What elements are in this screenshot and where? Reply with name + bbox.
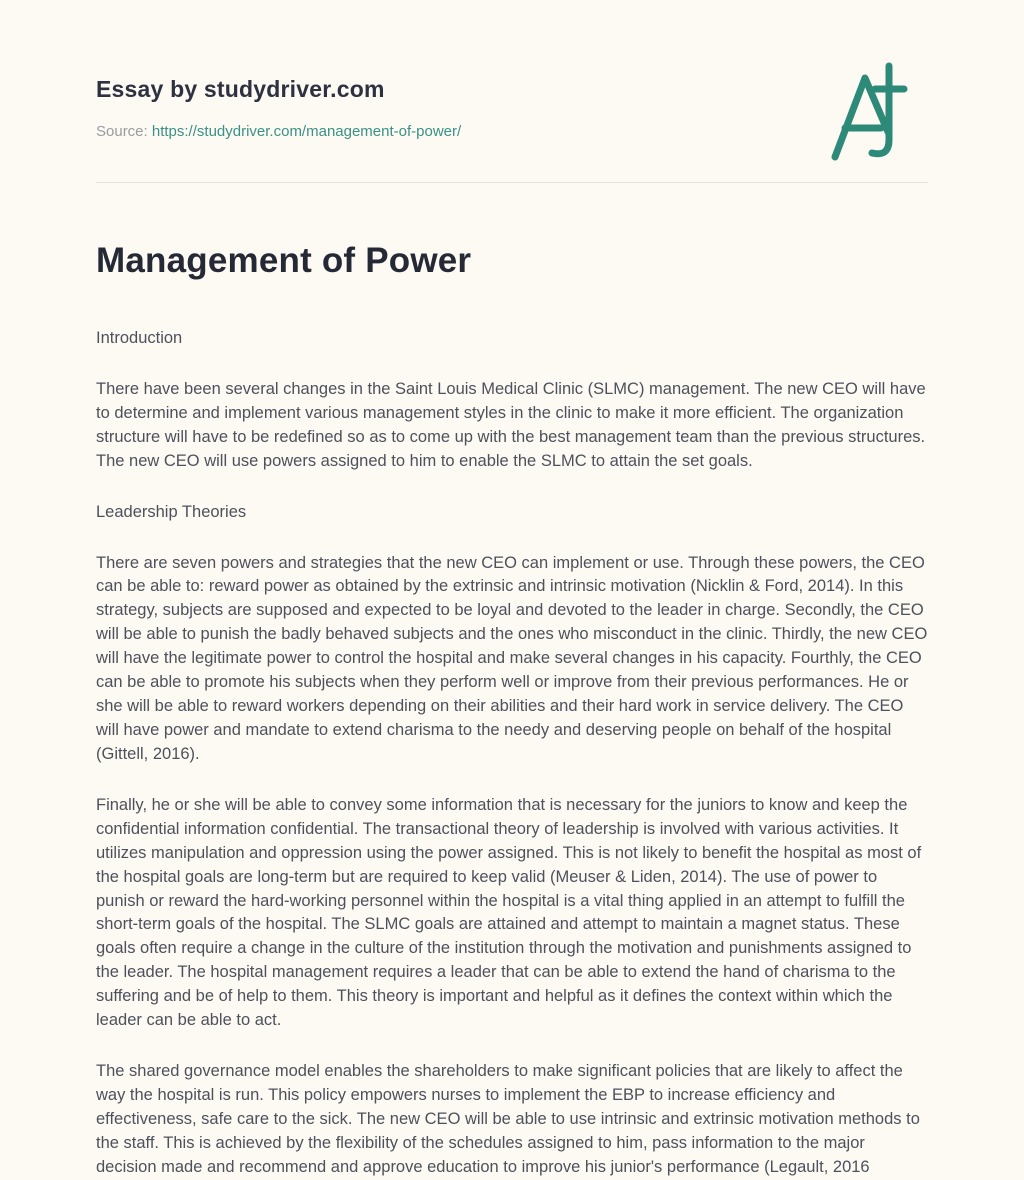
page-header	[0, 0, 1024, 183]
essay-by-heading: Essay by studydriver.com	[96, 76, 385, 102]
source-link[interactable]: https://studydriver.com/management-of-power/	[151, 123, 462, 140]
essay-body	[0, 183, 1024, 1180]
studydriver-logo-icon	[826, 62, 908, 162]
section-heading-leadership-theories: Leadership Theories	[96, 502, 247, 521]
section-heading-introduction: Introduction	[96, 329, 183, 347]
source-label: Source:	[96, 123, 148, 140]
source-line	[96, 123, 928, 140]
header-divider	[96, 182, 928, 183]
paragraph: There have been several changes in the Saint Louis Medical Clinic (SLMC) management. The new CEO will have to determine and implement various management styles in the clinic to make it more efficient. The organization structure will have to be redefined so as to come up with the best management team than the previous structures. The new CEO will use powers assigned to him to enable the SLMC to attain the set goals.	[96, 379, 926, 470]
page-title: Management of Power	[96, 241, 472, 280]
paragraph: The shared governance model enables the shareholders to make significant policies that are likely to affect the way the hospital is run. This policy empowers nurses to implement the EBP to increase efficiency and effectiveness, safe care to the sick. The new CEO will be able to use intrinsic and extrinsic motivation methods to the staff. This is achieved by the flexibility of the schedules assigned to him, pass information to the major decision made and recommend and approve education to improve his junior's performance (Legault, 2016	[96, 1062, 920, 1176]
paragraph: There are seven powers and strategies that the new CEO can implement or use. Through these powers, the CEO can be able to: reward power as obtained by the extrinsic and intrinsic motivation (Nicklin & Ford, 2014). In this strategy, subjects are supposed and expected to be loyal and devoted to the leader in charge. Secondly, the CEO will be able to punish the badly behaved subjects and the ones who misconduct in the clinic. Thirdly, the new CEO will have the legitimate power to control the hospital and make several changes in his capacity. Fourthly, the CEO can be able to promote his subjects when they perform well or improve from their previous performances. He or she will be able to reward workers depending on their abilities and their hard work in service delivery. The CEO will have power and mandate to extend charisma to the needy and deserving people on behalf of the hospital (Gittell, 2016).	[96, 553, 928, 763]
paragraph: Finally, he or she will be able to convey some information that is necessary for the juniors to know and keep the confidential information confidential. The transactional theory of leadership is involved with various activities. It utilizes manipulation and oppression using the power assigned. This is not likely to benefit the hospital as most of the hospital goals are long-term but are required to keep valid (Meuser & Liden, 2014). The use of power to punish or reward the hard-working personnel within the hospital is a vital thing applied in an attempt to fulfill the short-term goals of the hospital. The SLMC goals are attained and attempt to maintain a magnet status. These goals often require a change in the culture of the institution through the motivation and punishments assigned to the leader. The hospital management requires a leader that can be able to extend the hand of charisma to the suffering and be of help to them. This theory is important and helpful as it defines the context within which the leader can be able to act.	[96, 795, 922, 1030]
